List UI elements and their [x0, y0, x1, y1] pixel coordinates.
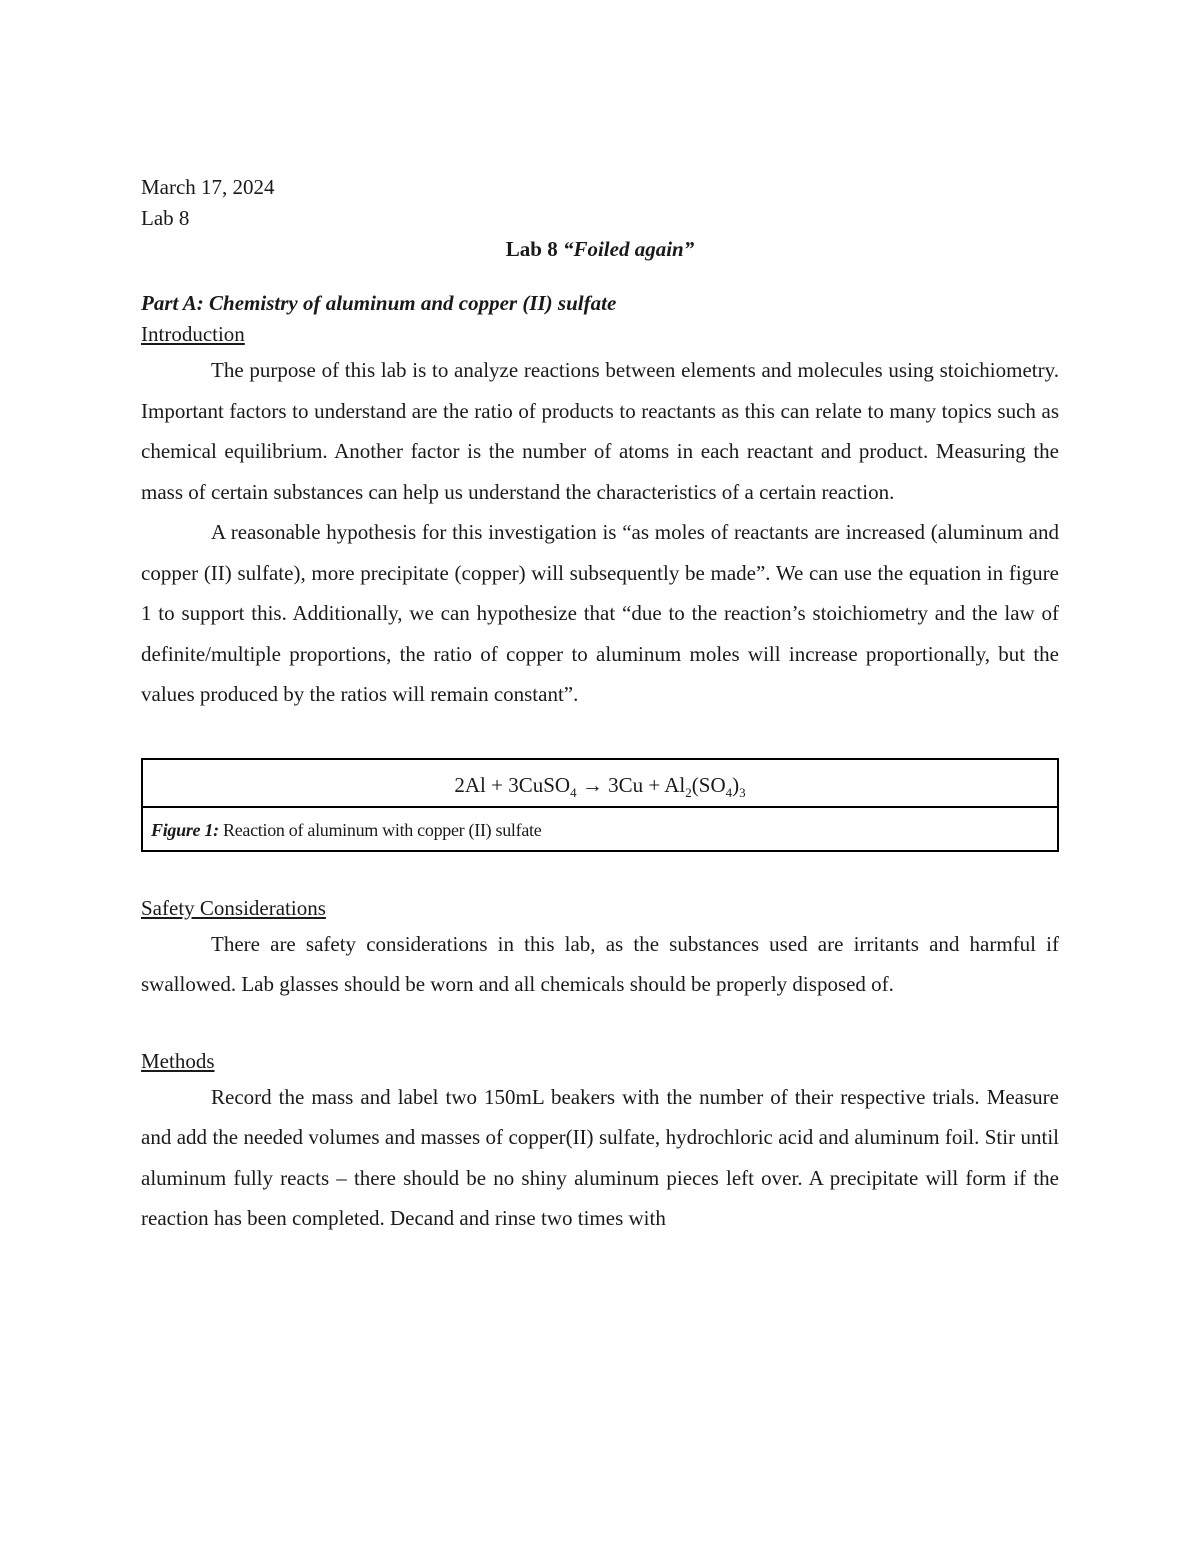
- introduction-paragraph-1: The purpose of this lab is to analyze reactions between elements and molecules using stoichiometry. Important factors to understand are the ratio of products to reactants as this can relate to many topics such as chemical equilibrium. Another factor is the number of atoms in each reactant and product. Measuring the mass of certain substances can help us understand the characteristics of a certain reaction.: [141, 358, 1059, 504]
- document-page: [141, 172, 1059, 1239]
- introduction-heading: Introduction: [141, 322, 245, 346]
- equation-subscript: 3: [739, 784, 746, 800]
- equation-part: ): [732, 772, 740, 797]
- reaction-equation: [143, 760, 1057, 808]
- document-title: [141, 234, 1059, 265]
- title-prefix: Lab 8: [505, 237, 563, 261]
- spacer: [141, 1005, 1059, 1046]
- figure-caption-text: Reaction of aluminum with copper (II) sulfate: [218, 819, 542, 840]
- spacer: [141, 852, 1059, 893]
- equation-part: (SO: [691, 772, 726, 797]
- safety-heading: Safety Considerations: [141, 895, 326, 920]
- equation-part: 2Al + 3CuSO: [454, 772, 571, 797]
- safety-paragraph: There are safety considerations in this lab, as the substances used are irritants and harmful if swallowed. Lab glasses should be worn and all chemicals should be properly disposed of.: [141, 931, 1059, 996]
- part-a-heading: Part A: Chemistry of aluminum and copper (II) sulfate: [141, 291, 617, 315]
- equation-subscript: 4: [725, 784, 733, 800]
- figure-1-table: [141, 758, 1059, 852]
- methods-paragraph: Record the mass and label two 150mL beakers with the number of their respective trials. Measure and add the needed volumes and masses of copper(II) sulfate, hydrochloric acid and aluminum foil. Stir until aluminum fully reacts – there should be no shiny aluminum pieces left over. A precipitate will form if the reaction has been completed. Decand and rinse two times with: [141, 1084, 1059, 1230]
- document-lab-number: Lab 8: [141, 206, 190, 230]
- equation-subscript: 2: [685, 784, 692, 800]
- document-date: March 17, 2024: [141, 175, 275, 199]
- introduction-paragraph-2: A reasonable hypothesis for this investigation is “as moles of reactants are increased (aluminum and copper (II) sulfate), more precipitate (copper) will subsequently be made”. We can use the equation in figure 1 to support this. Additionally, we can hypothesize that “due to the reaction’s stoichiometry and the law of definite/multiple proportions, the ratio of copper to aluminum moles will increase proportionally, but the values produced by the ratios will remain constant”.: [141, 520, 1059, 706]
- figure-caption-label: Figure 1:: [151, 819, 219, 840]
- figure-caption: [143, 808, 1057, 850]
- equation-part: → 3Cu + Al: [576, 772, 686, 797]
- title-name: “Foiled again”: [562, 237, 695, 261]
- equation-subscript: 4: [570, 784, 577, 800]
- methods-heading: Methods: [141, 1048, 215, 1073]
